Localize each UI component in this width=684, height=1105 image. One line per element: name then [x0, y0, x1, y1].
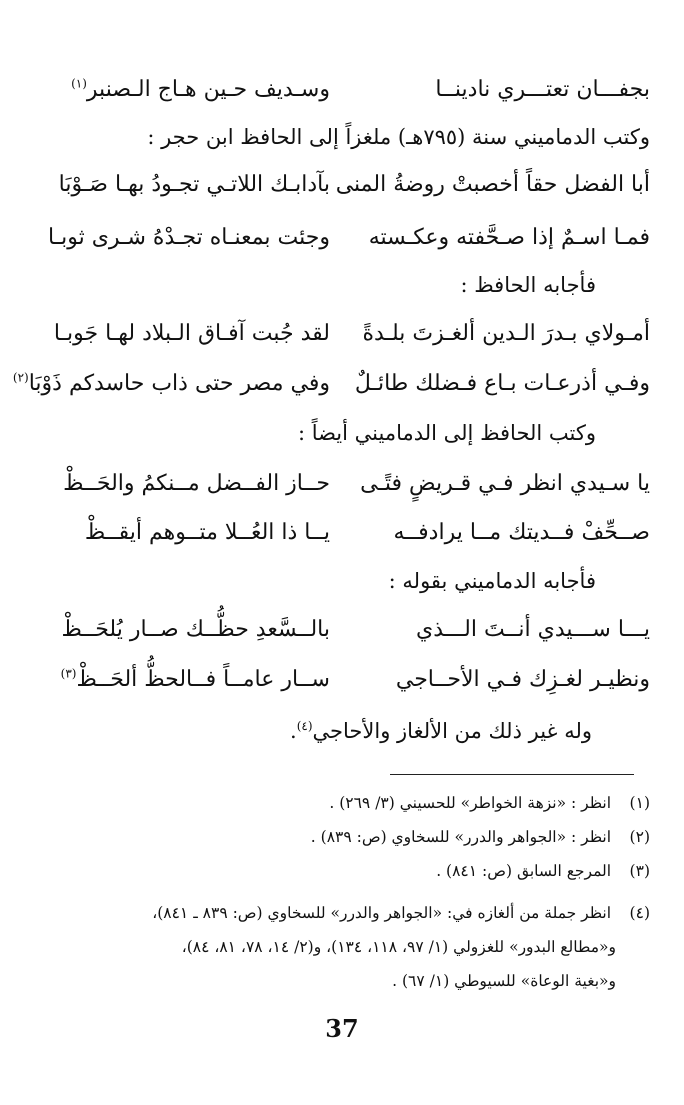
footnote-divider	[390, 774, 634, 775]
footnote-number: (١)	[629, 794, 650, 812]
verse-first-hemistich: فمـا اسـمٌ إذا صـحَّفته وعكـسته	[368, 225, 650, 250]
footnote-marker: (٣)	[60, 666, 77, 681]
verse-first-hemistich: صــحِّفْ فــديتك مــا يرادفــه	[393, 520, 650, 545]
closing-period: .	[290, 719, 297, 743]
page-number: 37	[325, 1014, 359, 1043]
verse-line	[60, 513, 650, 553]
verse-second-hemistich: يــا ذا العُــلا متــوهم أيقــظْ	[84, 520, 330, 545]
verse-first-hemistich: وفـي أذرعـات بـاع فـضلك طائـلٌ	[354, 371, 650, 396]
verse-first-hemistich: يـــا ســـيدي أنــتَ الـــذي	[416, 617, 650, 642]
closing-text: وله غير ذلك من الألغاز والأحاجي	[312, 719, 592, 743]
verse-second-hemistich: وجئت بمعنـاه تجـدْهُ شـرى ثوبـا	[47, 225, 330, 250]
verse-first-hemistich: أمـولاي بـدرَ الـدين ألغـزتَ بلـدةً	[362, 321, 650, 346]
verse-line	[60, 610, 650, 650]
footnote-text: انظر : «الجواهر والدرر» للسخاوي (ص: ٨٣٩) .	[310, 828, 612, 846]
verse-first-hemistich: أبا الفضل حقاً أخصبتْ روضةُ المنى	[335, 172, 650, 197]
verse-second-text: وسـديف حـين هـاج الـصنبر	[86, 77, 330, 102]
verse-second-hemistich: حــاز الفــضل مــنكمُ والحَــظْ	[63, 471, 330, 496]
footnote-text: انظر جملة من ألغازه في: «الجواهر والدرر» للسخاوي (ص: ٨٣٩ ـ ٨٤١)،	[152, 904, 612, 922]
prose-line: وكتب الدماميني سنة (٧٩٥هـ) ملغزاً إلى الحافظ ابن حجر :	[147, 125, 650, 149]
verse-second-hemistich: بآدابـك اللاتـي تجـودُ بهـا صَـوْبَا	[58, 172, 330, 197]
verse-second-hemistich: لقد جُبت آفـاق الـبلاد لهـا جَوبـا	[53, 321, 330, 346]
verse-line	[60, 464, 650, 504]
prose-line: فأجابه الحافظ :	[460, 273, 596, 297]
footnote-continuation	[0, 932, 616, 962]
footnote-marker: (٢)	[12, 370, 29, 385]
verse-line	[60, 165, 650, 205]
footnote	[30, 856, 650, 886]
footnote-text: المرجع السابق (ص: ٨٤١) .	[436, 862, 612, 880]
verse-second-text: وفي مصر حتى ذاب حاسدكم ذَوْبَا	[28, 371, 330, 396]
footnote	[30, 822, 650, 852]
footnote-text: انظر : «نزهة الخواطر» للحسيني (٣/ ٢٦٩) .	[329, 794, 612, 812]
verse-second-hemistich: بالــسَّعدِ حظُّــك صــار يُلحَــظْ	[61, 617, 330, 642]
verse-line	[60, 70, 650, 110]
footnote-number: (٤)	[629, 904, 650, 922]
footnote-marker: (٤)	[296, 719, 313, 733]
verse-line	[12, 364, 650, 404]
verse-second-hemistich	[60, 70, 330, 110]
footnote	[30, 898, 650, 928]
footnote	[30, 788, 650, 818]
verse-line	[60, 660, 650, 700]
footnote-text: و«بغية الوعاة» للسيوطي (١/ ٦٧) .	[392, 972, 616, 990]
footnote-marker: (١)	[71, 76, 87, 91]
prose-line: فأجابه الدماميني بقوله :	[388, 569, 596, 593]
footnote-number: (٢)	[629, 828, 650, 846]
verse-line	[47, 218, 650, 258]
verse-line	[53, 314, 650, 354]
footnote-number: (٣)	[629, 862, 650, 880]
verse-first-hemistich: يا سـيدي انظر فـي قـريضٍ فتًـى	[360, 471, 650, 496]
verse-second-text: ســار عامــاً فــالحظُّ ألحَــظْ	[76, 667, 330, 692]
prose-line	[0, 712, 592, 750]
footnote-continuation	[0, 966, 616, 996]
verse-first-hemistich: بجفـــان تعتـــري نادينــا	[435, 77, 650, 102]
verse-second-hemistich	[60, 660, 330, 700]
footnote-text: و«مطالع البدور» للغزولي (١/ ٩٧، ١١٨، ١٣٤)، و(٢/ ١٤، ٧٨، ٨١، ٨٤)،	[181, 938, 616, 956]
verse-second-hemistich	[12, 364, 330, 404]
verse-first-hemistich: ونظيـر لغـزِك فـي الأحــاجي	[395, 667, 650, 692]
prose-line: وكتب الحافظ إلى الدماميني أيضاً :	[297, 421, 596, 445]
